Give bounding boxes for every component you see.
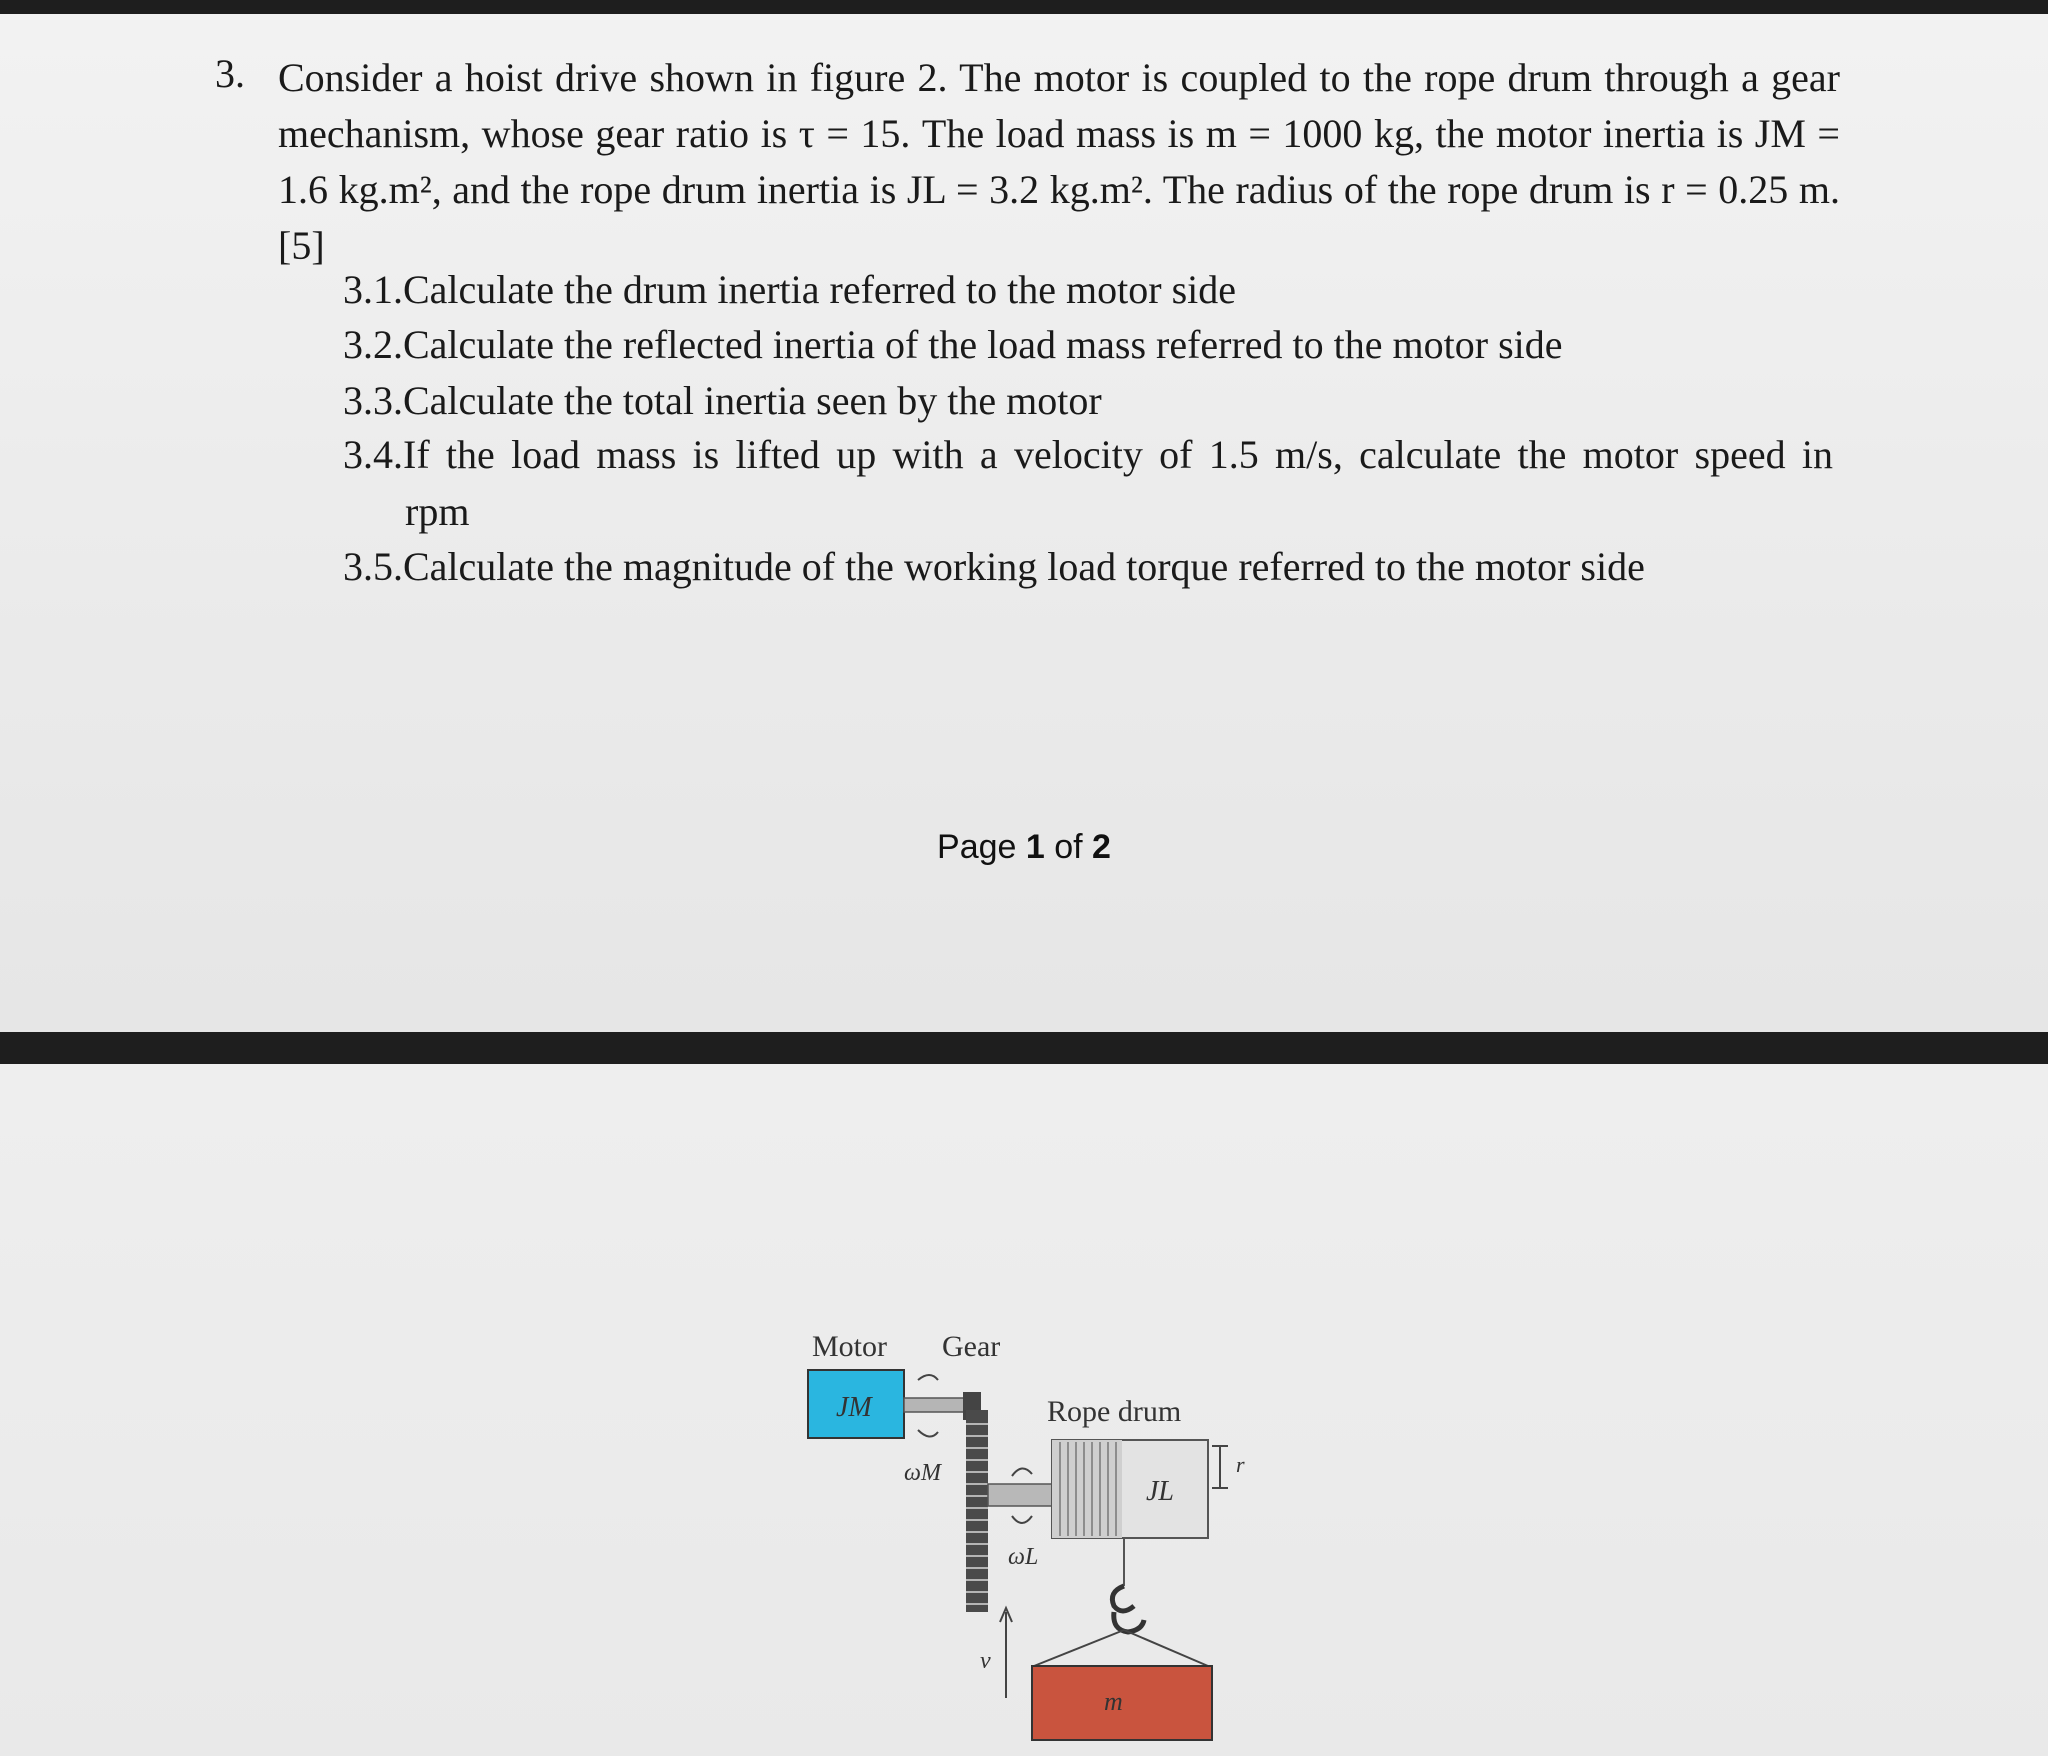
velocity-label: v [980, 1648, 991, 1674]
page-current: 1 [1025, 828, 1045, 866]
question-paragraph [278, 50, 1840, 274]
jm-label: JM [836, 1392, 872, 1423]
question-text: Consider a hoist drive shown in figure 2. The motor is coupled to the rope drum through a gear mechanism, whose gear ratio is τ = 15. The load mass is m = 1000 kg, the motor inertia is JM = 1.6 kg.m², and the rope drum inertia is JL = 3.2 kg.m². The radius of the rope drum is r = 0.25 m. [5] [278, 55, 1840, 268]
sub-question-3-2: 3.2.Calculate the reflected inertia of the load mass referred to the motor side [343, 322, 1563, 367]
sub-question-3-4: 3.4.If the load mass is lifted up with a velocity of 1.5 m/s, calculate the motor speed in [343, 432, 1833, 477]
page-footer [0, 828, 2048, 867]
document-page-1 [0, 14, 2048, 1032]
question-number: 3. [215, 51, 245, 96]
page-total: 2 [1092, 828, 1111, 866]
load-shaft [988, 1484, 1052, 1506]
sub-question-3-1: 3.1.Calculate the drum inertia referred to the motor side [343, 267, 1237, 312]
hook-icon [1112, 1586, 1134, 1611]
sub-question-3-4-continuation: rpm [405, 489, 470, 534]
jl-label: JL [1146, 1476, 1174, 1507]
motor-label: Motor [812, 1330, 887, 1363]
rope-winding [1052, 1440, 1122, 1538]
motor-shaft [904, 1398, 968, 1412]
gear-large [966, 1410, 988, 1612]
hoist-drive-figure [0, 1064, 2048, 1756]
page-prefix: Page [937, 828, 1026, 866]
sub-question-3-3: 3.3.Calculate the total inertia seen by the motor [343, 378, 1102, 423]
rope-drum-label: Rope drum [1047, 1395, 1182, 1428]
omega-l-label: ωL [1008, 1544, 1039, 1570]
document-page-2 [0, 1064, 2048, 1756]
gear-label: Gear [942, 1330, 1001, 1363]
page-middle: of [1044, 828, 1093, 866]
mass-label: m [1104, 1687, 1123, 1716]
radius-label: r [1236, 1452, 1245, 1477]
omega-m-label: ωM [904, 1460, 941, 1486]
sling-right [1124, 1630, 1208, 1666]
sub-question-3-5: 3.5.Calculate the magnitude of the working load torque referred to the motor side [343, 544, 1645, 589]
sling-left [1034, 1630, 1124, 1666]
